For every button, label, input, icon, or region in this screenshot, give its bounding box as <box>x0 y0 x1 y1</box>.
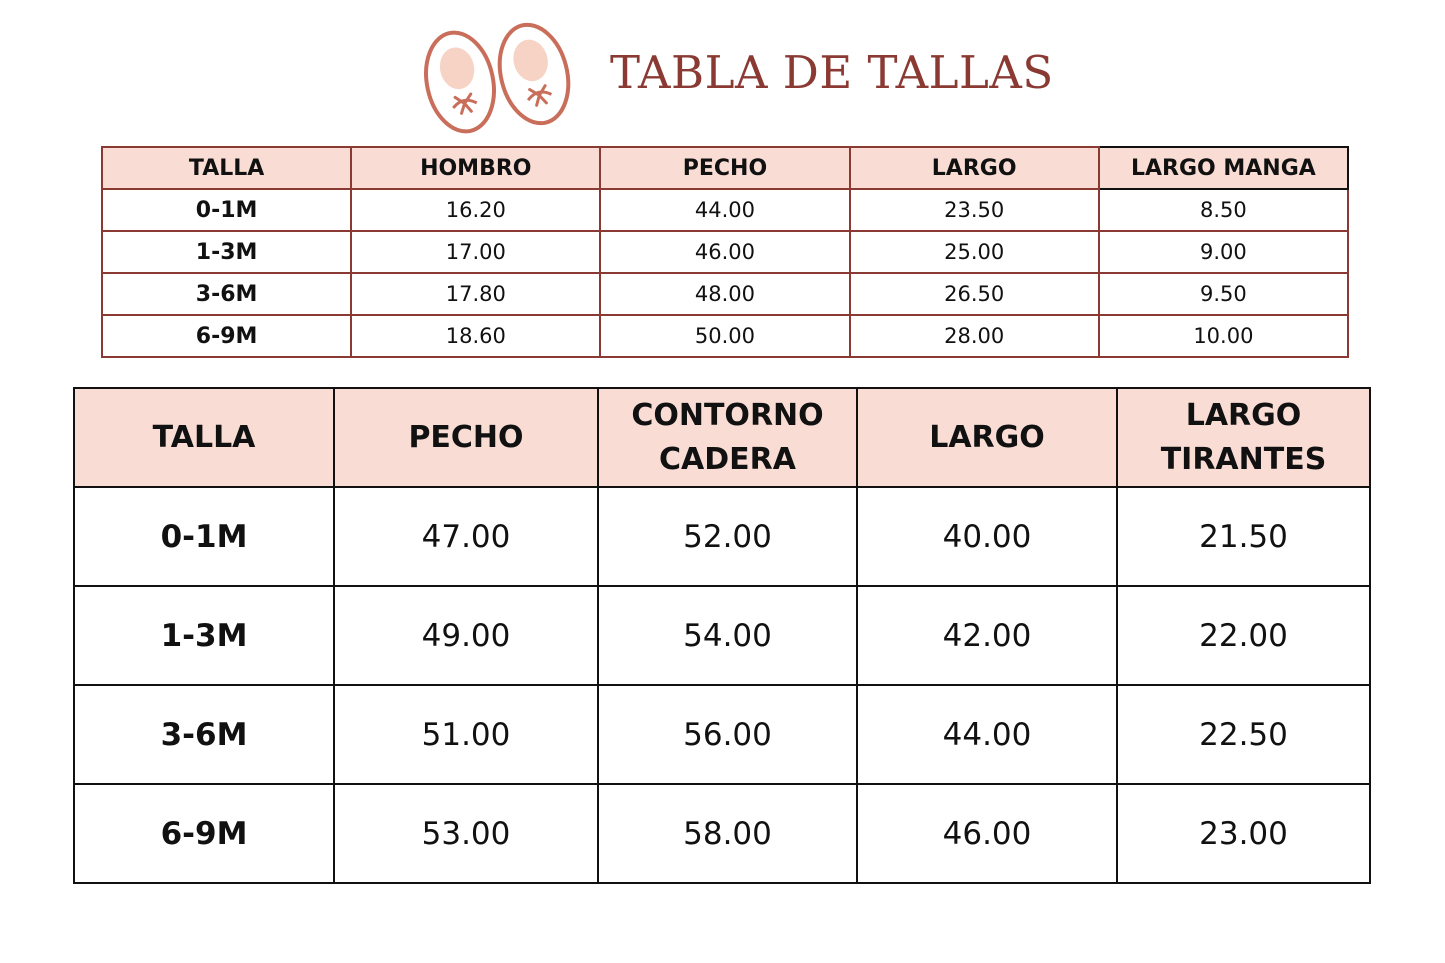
column-header: TALLA <box>102 147 351 189</box>
table-cell: 53.00 <box>334 784 598 883</box>
column-header: HOMBRO <box>351 147 600 189</box>
column-header: LARGO MANGA <box>1099 147 1348 189</box>
table-cell: 9.50 <box>1099 273 1348 315</box>
table-cell: 22.50 <box>1117 685 1370 784</box>
table-cell: 23.00 <box>1117 784 1370 883</box>
header-line: TIRANTES <box>1160 441 1327 477</box>
table-cell: 8.50 <box>1099 189 1348 231</box>
size-cell: 0-1M <box>102 189 351 231</box>
size-cell: 1-3M <box>74 586 334 685</box>
table-row <box>102 231 1348 273</box>
size-cell: 3-6M <box>74 685 334 784</box>
table-cell: 49.00 <box>334 586 598 685</box>
column-header <box>857 388 1117 487</box>
column-header <box>334 388 598 487</box>
table-cell: 51.00 <box>334 685 598 784</box>
table-cell: 26.50 <box>850 273 1099 315</box>
page-header <box>0 0 1445 140</box>
table-cell: 58.00 <box>598 784 857 883</box>
table-cell: 18.60 <box>351 315 600 357</box>
column-header <box>1117 388 1370 487</box>
table-cell: 21.50 <box>1117 487 1370 586</box>
column-header <box>598 388 857 487</box>
table-row <box>102 189 1348 231</box>
table-cell: 22.00 <box>1117 586 1370 685</box>
header-line: LARGO <box>929 419 1045 455</box>
table-cell: 10.00 <box>1099 315 1348 357</box>
table-cell: 52.00 <box>598 487 857 586</box>
column-header: PECHO <box>600 147 849 189</box>
baby-shoes-icon <box>412 22 582 140</box>
size-cell: 6-9M <box>102 315 351 357</box>
table-cell: 16.20 <box>351 189 600 231</box>
table-cell: 48.00 <box>600 273 849 315</box>
table-cell: 46.00 <box>857 784 1117 883</box>
table-cell: 56.00 <box>598 685 857 784</box>
header-line: PECHO <box>408 419 524 455</box>
table-cell: 46.00 <box>600 231 849 273</box>
table-row <box>74 784 1370 883</box>
table-cell: 47.00 <box>334 487 598 586</box>
table-row <box>102 273 1348 315</box>
table-cell: 17.80 <box>351 273 600 315</box>
table-cell: 44.00 <box>857 685 1117 784</box>
header-line: CONTORNO <box>631 398 824 433</box>
table-header-row <box>102 147 1348 189</box>
table-cell: 44.00 <box>600 189 849 231</box>
size-cell: 1-3M <box>102 231 351 273</box>
header-line: TALLA <box>152 419 256 455</box>
table-cell: 25.00 <box>850 231 1099 273</box>
table-cell: 9.00 <box>1099 231 1348 273</box>
size-table-bottoms <box>73 387 1371 884</box>
table-cell: 50.00 <box>600 315 849 357</box>
table-cell: 28.00 <box>850 315 1099 357</box>
table-row <box>74 586 1370 685</box>
table-cell: 42.00 <box>857 586 1117 685</box>
column-header: LARGO <box>850 147 1099 189</box>
header-line: CADERA <box>659 441 796 477</box>
size-table-tops <box>101 146 1349 358</box>
page-title: TABLA DE TALLAS <box>610 46 1054 99</box>
table-row <box>74 487 1370 586</box>
column-header <box>74 388 334 487</box>
table-cell: 17.00 <box>351 231 600 273</box>
table-cell: 40.00 <box>857 487 1117 586</box>
table-header-row <box>74 388 1370 487</box>
size-cell: 3-6M <box>102 273 351 315</box>
header-line: LARGO <box>1185 398 1302 433</box>
size-cell: 0-1M <box>74 487 334 586</box>
table-cell: 54.00 <box>598 586 857 685</box>
table-row <box>74 685 1370 784</box>
table-row <box>102 315 1348 357</box>
table-cell: 23.50 <box>850 189 1099 231</box>
size-cell: 6-9M <box>74 784 334 883</box>
